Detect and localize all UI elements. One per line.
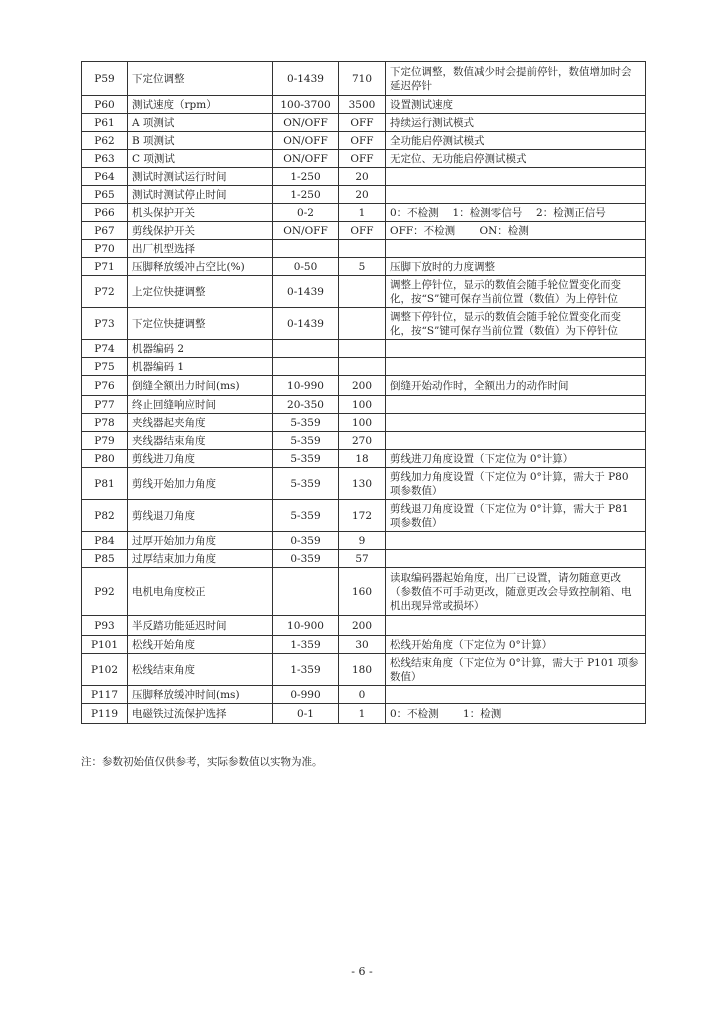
param-default: 160 xyxy=(339,568,386,616)
table-row xyxy=(82,376,646,396)
param-range: 5-359 xyxy=(273,450,339,468)
param-range: 0-50 xyxy=(273,258,339,276)
table-row xyxy=(82,616,646,636)
param-name: B 项测试 xyxy=(128,132,273,150)
param-description: 松线结束角度（下定位为 0°计算，需大于 P101 项参数值） xyxy=(386,654,646,686)
table-row xyxy=(82,114,646,132)
table-row xyxy=(82,150,646,168)
param-code: P92 xyxy=(82,568,128,616)
table-row xyxy=(82,450,646,468)
param-code: P117 xyxy=(82,686,128,704)
param-range: 20-350 xyxy=(273,396,339,414)
param-default: 270 xyxy=(339,432,386,450)
param-name: 半反踏功能延迟时间 xyxy=(128,616,273,636)
param-range: 0-359 xyxy=(273,532,339,550)
param-code: P74 xyxy=(82,340,128,358)
param-code: P80 xyxy=(82,450,128,468)
param-default: 180 xyxy=(339,654,386,686)
param-description: 读取编码器起始角度，出厂已设置，请勿随意更改（参数值不可手动更改，随意更改会导致控制箱、电机出现异常或损坏） xyxy=(386,568,646,616)
param-name: 剪线开始加力角度 xyxy=(128,468,273,500)
param-description: 调整下停针位，显示的数值会随手轮位置变化而变化，按“S”键可保存当前位置（数值）为下停针位 xyxy=(386,308,646,340)
param-name: 压脚释放缓冲时间(ms) xyxy=(128,686,273,704)
param-default: 57 xyxy=(339,550,386,568)
table-row xyxy=(82,308,646,340)
param-default: 710 xyxy=(339,62,386,96)
param-name: 终止回缝响应时间 xyxy=(128,396,273,414)
param-default: 130 xyxy=(339,468,386,500)
param-default: 172 xyxy=(339,500,386,532)
param-code: P82 xyxy=(82,500,128,532)
param-name: 上定位快捷调整 xyxy=(128,276,273,308)
param-default xyxy=(339,308,386,340)
table-row xyxy=(82,550,646,568)
param-name: 松线结束角度 xyxy=(128,654,273,686)
param-default: 1 xyxy=(339,204,386,222)
param-description: 倒缝开始动作时，全额出力的动作时间 xyxy=(386,376,646,396)
param-description: 无定位、无功能启停测试模式 xyxy=(386,150,646,168)
param-description xyxy=(386,396,646,414)
param-range: 1-359 xyxy=(273,654,339,686)
param-code: P73 xyxy=(82,308,128,340)
param-range: 1-250 xyxy=(273,186,339,204)
param-description: 剪线退刀角度设置（下定位为 0°计算，需大于 P81 项参数值） xyxy=(386,500,646,532)
param-default: OFF xyxy=(339,114,386,132)
param-code: P59 xyxy=(82,62,128,96)
param-range: 5-359 xyxy=(273,432,339,450)
param-range: 0-1 xyxy=(273,704,339,724)
param-default: 9 xyxy=(339,532,386,550)
param-default xyxy=(339,240,386,258)
param-code: P102 xyxy=(82,654,128,686)
table-row xyxy=(82,704,646,724)
table-row xyxy=(82,204,646,222)
param-default: 200 xyxy=(339,376,386,396)
param-code: P62 xyxy=(82,132,128,150)
param-default: OFF xyxy=(339,222,386,240)
param-description: 全功能启停测试模式 xyxy=(386,132,646,150)
param-code: P81 xyxy=(82,468,128,500)
table-row xyxy=(82,168,646,186)
param-name: 测试时测试停止时间 xyxy=(128,186,273,204)
page-number: - 6 - xyxy=(351,965,373,978)
param-range: 0-1439 xyxy=(273,62,339,96)
param-name: C 项测试 xyxy=(128,150,273,168)
param-code: P63 xyxy=(82,150,128,168)
param-description xyxy=(386,186,646,204)
param-code: P78 xyxy=(82,414,128,432)
param-description: 压脚下放时的力度调整 xyxy=(386,258,646,276)
param-default: 30 xyxy=(339,636,386,654)
table-row xyxy=(82,532,646,550)
param-name: 机器编码 2 xyxy=(128,340,273,358)
param-description: 剪线进刀角度设置（下定位为 0°计算） xyxy=(386,450,646,468)
param-code: P79 xyxy=(82,432,128,450)
param-range: 100-3700 xyxy=(273,96,339,114)
param-description: 下定位调整，数值减少时会提前停针，数值增加时会延迟停针 xyxy=(386,62,646,96)
param-default: OFF xyxy=(339,150,386,168)
table-row xyxy=(82,222,646,240)
param-default: 100 xyxy=(339,414,386,432)
param-range: 0-1439 xyxy=(273,308,339,340)
param-code: P75 xyxy=(82,358,128,376)
param-range: 5-359 xyxy=(273,468,339,500)
param-name: 剪线进刀角度 xyxy=(128,450,273,468)
param-name: A 项测试 xyxy=(128,114,273,132)
param-description xyxy=(386,432,646,450)
param-range: ON/OFF xyxy=(273,132,339,150)
param-name: 出厂机型选择 xyxy=(128,240,273,258)
param-name: 过厚结束加力角度 xyxy=(128,550,273,568)
param-range: 5-359 xyxy=(273,414,339,432)
param-name: 测试速度（rpm） xyxy=(128,96,273,114)
param-range: 10-900 xyxy=(273,616,339,636)
param-code: P67 xyxy=(82,222,128,240)
param-name: 下定位快捷调整 xyxy=(128,308,273,340)
param-range: 0-990 xyxy=(273,686,339,704)
param-range: 0-1439 xyxy=(273,276,339,308)
param-name: 夹线器起夹角度 xyxy=(128,414,273,432)
param-code: P72 xyxy=(82,276,128,308)
param-code: P60 xyxy=(82,96,128,114)
param-code: P85 xyxy=(82,550,128,568)
param-default xyxy=(339,276,386,308)
param-range: 5-359 xyxy=(273,500,339,532)
param-range xyxy=(273,240,339,258)
param-name: 电机电角度校正 xyxy=(128,568,273,616)
param-code: P66 xyxy=(82,204,128,222)
table-row xyxy=(82,240,646,258)
param-name: 过厚开始加力角度 xyxy=(128,532,273,550)
param-code: P71 xyxy=(82,258,128,276)
param-code: P77 xyxy=(82,396,128,414)
param-default: 20 xyxy=(339,168,386,186)
param-description xyxy=(386,686,646,704)
table-row xyxy=(82,258,646,276)
parameter-table xyxy=(81,61,646,724)
table-row xyxy=(82,186,646,204)
param-description xyxy=(386,168,646,186)
param-range: 1-250 xyxy=(273,168,339,186)
table-row xyxy=(82,276,646,308)
param-range: 0-2 xyxy=(273,204,339,222)
param-name: 剪线保护开关 xyxy=(128,222,273,240)
param-default: 18 xyxy=(339,450,386,468)
table-row xyxy=(82,62,646,96)
param-description: 0：不检测 1：检测 xyxy=(386,704,646,724)
table-row xyxy=(82,432,646,450)
param-name: 松线开始角度 xyxy=(128,636,273,654)
param-default xyxy=(339,340,386,358)
param-range: 1-359 xyxy=(273,636,339,654)
param-code: P64 xyxy=(82,168,128,186)
param-default: 200 xyxy=(339,616,386,636)
param-code: P61 xyxy=(82,114,128,132)
param-description: 剪线加力角度设置（下定位为 0°计算，需大于 P80 项参数值） xyxy=(386,468,646,500)
param-code: P119 xyxy=(82,704,128,724)
param-name: 倒缝全额出力时间(ms) xyxy=(128,376,273,396)
param-name: 夹线器结束角度 xyxy=(128,432,273,450)
param-description: 0：不检测 1：检测零信号 2：检测正信号 xyxy=(386,204,646,222)
param-code: P76 xyxy=(82,376,128,396)
param-range xyxy=(273,568,339,616)
param-default xyxy=(339,358,386,376)
param-name: 电磁铁过流保护选择 xyxy=(128,704,273,724)
param-default: 100 xyxy=(339,396,386,414)
param-description: 设置测试速度 xyxy=(386,96,646,114)
param-description xyxy=(386,340,646,358)
table-row xyxy=(82,636,646,654)
table-row xyxy=(82,358,646,376)
param-default: OFF xyxy=(339,132,386,150)
param-description: OFF：不检测 ON：检测 xyxy=(386,222,646,240)
param-description xyxy=(386,616,646,636)
table-row xyxy=(82,654,646,686)
param-description xyxy=(386,550,646,568)
param-name: 机器编码 1 xyxy=(128,358,273,376)
param-code: P84 xyxy=(82,532,128,550)
param-description: 持续运行测试模式 xyxy=(386,114,646,132)
param-description: 调整上停针位，显示的数值会随手轮位置变化而变化，按“S”键可保存当前位置（数值）为上停针位 xyxy=(386,276,646,308)
table-row xyxy=(82,414,646,432)
param-description xyxy=(386,532,646,550)
param-description xyxy=(386,414,646,432)
table-row xyxy=(82,500,646,532)
param-default: 3500 xyxy=(339,96,386,114)
param-range: ON/OFF xyxy=(273,114,339,132)
table-row xyxy=(82,686,646,704)
param-range xyxy=(273,358,339,376)
table-row xyxy=(82,396,646,414)
param-default: 1 xyxy=(339,704,386,724)
table-row xyxy=(82,468,646,500)
param-range: 0-359 xyxy=(273,550,339,568)
param-code: P93 xyxy=(82,616,128,636)
param-range: ON/OFF xyxy=(273,150,339,168)
param-range: ON/OFF xyxy=(273,222,339,240)
param-range: 10-990 xyxy=(273,376,339,396)
param-code: P101 xyxy=(82,636,128,654)
table-row xyxy=(82,340,646,358)
param-range xyxy=(273,340,339,358)
param-name: 剪线退刀角度 xyxy=(128,500,273,532)
param-description xyxy=(386,358,646,376)
table-row xyxy=(82,568,646,616)
param-code: P65 xyxy=(82,186,128,204)
param-default: 20 xyxy=(339,186,386,204)
param-name: 机头保护开关 xyxy=(128,204,273,222)
table-row xyxy=(82,132,646,150)
param-default: 5 xyxy=(339,258,386,276)
param-name: 下定位调整 xyxy=(128,62,273,96)
footnote: 注：参数初始值仅供参考，实际参数值以实物为准。 xyxy=(81,756,323,768)
param-name: 压脚释放缓冲占空比(%) xyxy=(128,258,273,276)
param-description: 松线开始角度（下定位为 0°计算） xyxy=(386,636,646,654)
table-row xyxy=(82,96,646,114)
param-description xyxy=(386,240,646,258)
param-default: 0 xyxy=(339,686,386,704)
param-name: 测试时测试运行时间 xyxy=(128,168,273,186)
param-code: P70 xyxy=(82,240,128,258)
